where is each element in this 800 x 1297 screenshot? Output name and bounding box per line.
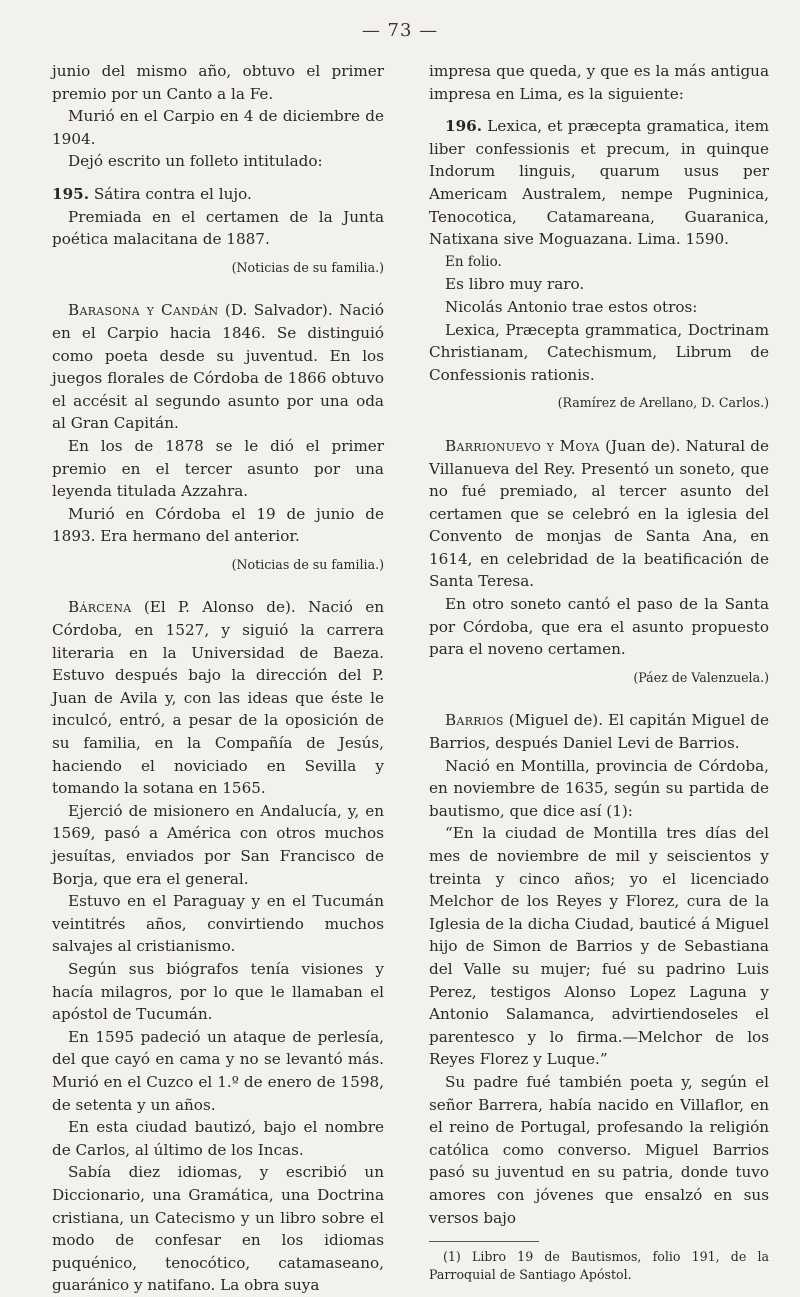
entry-number: 195. xyxy=(52,184,89,203)
paragraph: Ejerció de misionero en Andalucía, y, en 1569, pasó a América con otros muchos jesuítas, enviados por San Francisco de Borja, que era el general. xyxy=(52,801,384,888)
paragraph: Premiada en el certamen de la Junta poética malacitana de 1887. xyxy=(52,207,384,249)
paragraph: Dejó escrito un folleto intitulado: xyxy=(68,152,323,171)
entry-body: (D. Salvador). Nació en el Carpio hacia 1846. Se distinguió como poeta desde su juventud. En los juegos florales de Córdoba de 1866 obtuvo el accésit al segundo asunto por una oda al Gran Capitán. xyxy=(52,301,384,433)
entry-barrionuevo xyxy=(429,435,769,593)
paragraph: junio del mismo año, obtuvo el primer premio por un Canto a la Fe. xyxy=(52,62,384,103)
page-number: — 73 — xyxy=(361,20,439,41)
entry-barcena xyxy=(52,596,384,799)
paragraph: Nació en Montilla, provincia de Córdoba, en noviembre de 1635, según su partida de bautismo, que dice así (1): xyxy=(429,756,769,820)
quoted-baptism-record: “En la ciudad de Montilla tres días del mes de noviembre de mil y seiscientos y treinta y cinco años; yo el licenciado Melchor de los Reyes y Florez, cura de la Iglesia de la dicha Ciudad, bauticé á Miguel hijo de Simon de Barrios y de Sebastiana del Valle su mujer; fué su padrino Luis Perez, testigos Alonso Lopez Laguna y Antonio Salamanca, advirtiendoseles el parentesco y lo firma.—Melchor de los Reyes Florez y Luque.” xyxy=(429,824,769,1069)
entry-name: Barasona y Candán xyxy=(68,301,219,320)
source-citation: (Ramírez de Arellano, D. Carlos.) xyxy=(557,395,769,411)
paragraph: Sabía diez idiomas, y escribió un Diccionario, una Gramática, una Doctrina cristiana, un Catecismo y un libro sobre el modo de confesar en los idiomas puquénico, tenocótico, catamaseano, guaránico y natifano. La obra suya xyxy=(52,1163,384,1295)
paragraph: Nicolás Antonio trae estos otros: xyxy=(445,297,698,316)
entry-barasona xyxy=(52,299,384,435)
paragraph: Estuvo en el Paraguay y en el Tucumán veintitrés años, convirtiendo muchos salvajes al cristianismo. xyxy=(52,892,384,956)
paragraph: Lexica, Præcepta grammatica, Doctrinam Christianam, Catechismum, Librum de Confessionis rationis. xyxy=(429,320,769,384)
entry-body: (El P. Alonso de). Nació en Córdoba, en 1527, y siguió la carrera literaria en la Universidad de Baeza. Estuvo después bajo la dirección del P. Juan de Avila y, con las ideas que éste le inculcó, entró, a pesar de la oposición de su familia, en la Compañía de Jesús, haciendo el noviciado en Sevilla y tomando la sotana en 1565. xyxy=(52,598,384,798)
entry-title: Lexica, et præcepta gramatica, item liber confessionis et precum, in quinque Indorum linguis, quarum usus per Americam Australem, nempe Pugninica, Tenocotica, Catamareana, Guaranica, Natixana sive Moguazana. Lima. 1590. xyxy=(429,117,770,249)
paragraph: En los de 1878 se le dió el primer premio en el tercer asunto por una leyenda titulada Azzahra. xyxy=(52,436,384,501)
entry-title: Sátira contra el lujo. xyxy=(93,184,252,203)
paragraph: Según sus biógrafos tenía visiones y hacía milagros, por lo que le llamaban el apóstol de Tucumán. xyxy=(52,959,384,1024)
paragraph: Murió en Córdoba el 19 de junio de 1893. Era hermano del anterior. xyxy=(52,504,384,546)
paragraph: En otro soneto cantó el paso de la Santa por Córdoba, que era el asunto propuesto para el noveno certamen. xyxy=(429,595,769,659)
entry-body: (Juan de). Natural de Villanueva del Rey. Presentó un soneto, que no fué premiado, al tercer asunto del certamen que se celebró en la iglesia del Convento de monjas de Santa Ana, en 1614, en celebridad de la beatificación de Santa Teresa. xyxy=(429,436,770,591)
source-citation: (Noticias de su familia.) xyxy=(231,556,384,572)
entry-name: Bárcena xyxy=(68,598,132,617)
entry-body: (Miguel de). El capitán Miguel de Barrios, después Daniel Levi de Barrios. xyxy=(429,711,770,753)
paragraph: Murió en el Carpio en 4 de diciembre de 1904. xyxy=(52,107,384,148)
entry-barrios xyxy=(429,709,769,754)
entry-196 xyxy=(429,115,769,251)
footnote: (1) Libro 19 de Bautismos, folio 191, de la Parroquial de Santiago Apóstol. xyxy=(429,1249,769,1283)
paragraph: En esta ciudad bautizó, bajo el nombre de Carlos, al último de los Incas. xyxy=(52,1118,384,1159)
right-column xyxy=(429,60,769,1284)
entry-195 xyxy=(52,183,384,206)
paragraph: impresa que queda, y que es la más antigua impresa en Lima, es la siguiente: xyxy=(429,62,769,103)
paragraph: En 1595 padeció un ataque de perlesía, del que cayó en cama y no se levantó más. Murió en el Cuzco el 1.º de enero de 1598, de setenta y un años. xyxy=(52,1027,384,1114)
footnote-rule xyxy=(429,1241,539,1242)
paragraph: Su padre fué también poeta y, según el señor Barrera, había nacido en Villaflor, en el reino de Portugal, profesando la religión católica como converso. Miguel Barrios pasó su juventud en su patria, donde tuvo amores con jóvenes que ensalzó en sus versos bajo xyxy=(429,1072,769,1227)
source-citation: (Noticias de su familia.) xyxy=(231,259,384,275)
paragraph: En folio. xyxy=(445,253,502,270)
entry-name: Barrios xyxy=(445,711,504,730)
paragraph: Es libro muy raro. xyxy=(445,275,585,294)
entry-number: 196. xyxy=(445,117,482,136)
left-column xyxy=(52,60,384,1297)
source-citation: (Páez de Valenzuela.) xyxy=(633,669,769,685)
entry-name: Barrionuevo y Moya xyxy=(445,436,600,455)
